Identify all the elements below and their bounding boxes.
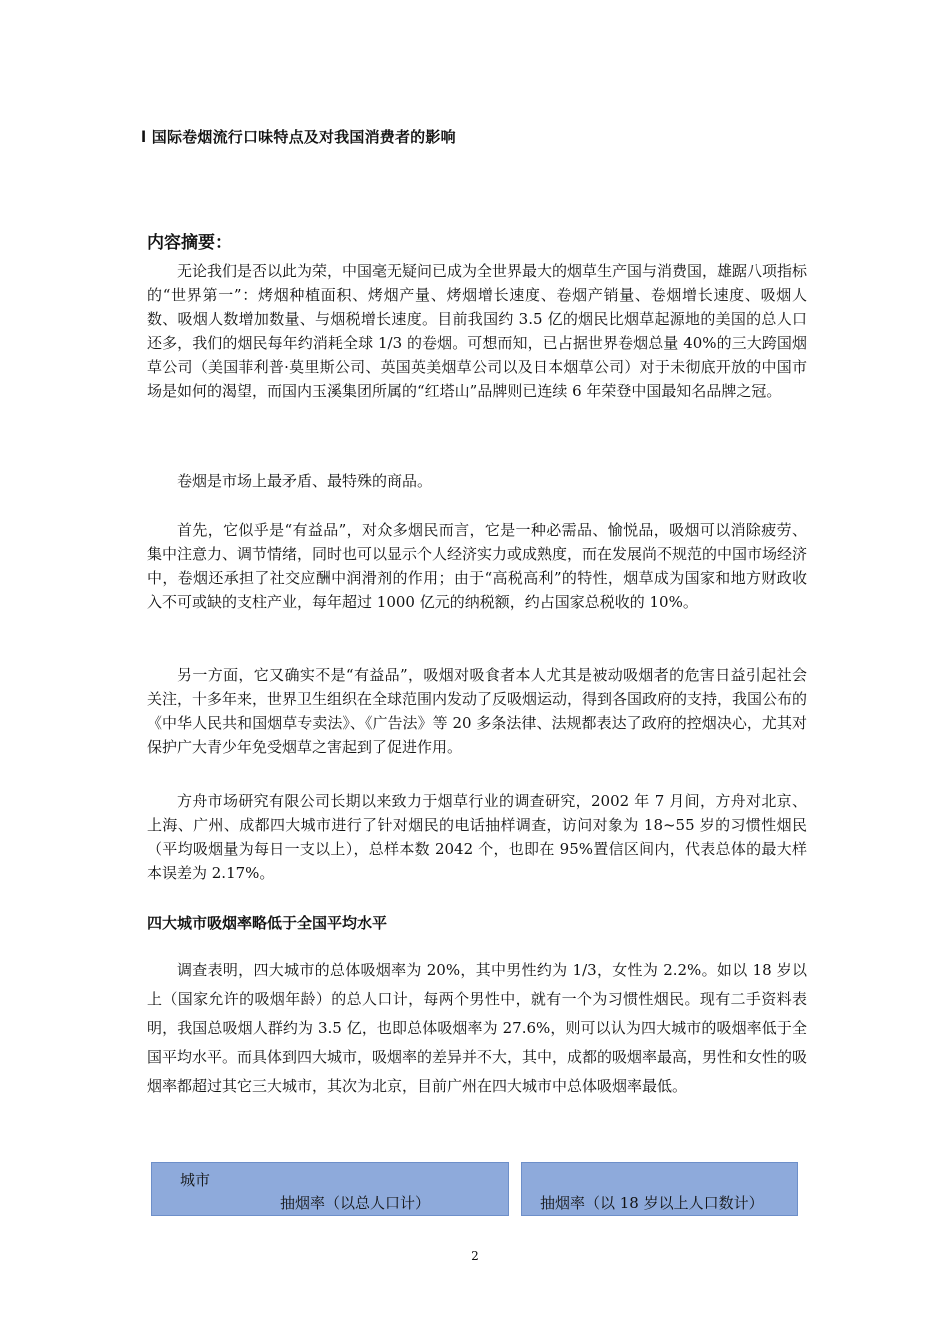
abstract-heading: 内容摘要：: [147, 233, 232, 253]
page-number: 2: [471, 1249, 479, 1263]
table-header-right-cell: [521, 1162, 798, 1216]
paragraph-intro: 无论我们是否以此为荣，中国毫无疑问已成为全世界最大的烟草生产国与消费国，雄踞八项指标的“世界第一”：烤烟种植面积、烤烟产量、烤烟增长速度、卷烟产销量、卷烟增长速度、吸烟人数、吸烟人数增加数量、与烟税增长速度。目前我国约 3.5 亿的烟民比烟草起源地的美国的总人口还多，我们的烟民每年约消耗全球 1/3 的卷烟。可想而知，已占据世界卷烟总量 40%的三大跨国烟草公司（美国菲利普·莫里斯公司、英国英美烟草公司以及日本烟草公司）对于未彻底开放的中国市场是如何的渴望，而国内玉溪集团所属的“红塔山”品牌则已连续 6 年荣登中国最知名品牌之冠。: [147, 262, 808, 400]
paragraph-harmful: 另一方面，它又确实不是“有益品”，吸烟对吸食者本人尤其是被动吸烟者的危害日益引起社会关注，十多年来，世界卫生组织在全球范围内发动了反吸烟运动，得到各国政府的支持，我国公布的《中华人民共和国烟草专卖法》、《广告法》等 20 多条法律、法规都表达了政府的控烟决心，尤其对保护广大青少年免受烟草之害起到了促进作用。: [147, 666, 808, 756]
section-subheading: 四大城市吸烟率略低于全国平均水平: [147, 914, 388, 932]
paragraph-contradiction: 卷烟是市场上最矛盾、最特殊的商品。: [177, 472, 433, 490]
table-header-rate-adult: 抽烟率（以 18 岁以上人口数计）: [540, 1194, 764, 1212]
paragraph-survey-results: 调查表明，四大城市的总体吸烟率为 20%，其中男性约为 1/3，女性为 2.2%。如以 18 岁以上（国家允许的吸烟年龄）的总人口计，每两个男性中，就有一个为习惯性烟民。现有二手资料表明，我国总吸烟人群约为 3.5 亿，也即总体吸烟率为 27.6%，则可以认为四大城市的吸烟率低于全国平均水平。而具体到四大城市，吸烟率的差异并不大，其中，成都的吸烟率最高，男性和女性的吸烟率都超过其它三大城市，其次为北京，目前广州在四大城市中总体吸烟率最低。: [147, 961, 808, 1095]
document-title: l 国际卷烟流行口味特点及对我国消费者的影响: [141, 128, 456, 146]
table-header-left-cell: [151, 1162, 509, 1216]
table-header-rate-total: 抽烟率（以总人口计）: [280, 1194, 431, 1212]
paragraph-survey-method: 方舟市场研究有限公司长期以来致力于烟草行业的调查研究，2002 年 7 月间，方舟对北京、上海、广州、成都四大城市进行了针对烟民的电话抽样调查，访问对象为 18~55 岁的习惯性烟民（平均吸烟量为每日一支以上），总样本数 2042 个，也即在 95%置信区间内，代表总体的最大样本误差为 2.17%。: [147, 792, 807, 882]
table-header-city: 城市: [180, 1171, 211, 1189]
paragraph-beneficial: 首先，它似乎是“有益品”，对众多烟民而言，它是一种必需品、愉悦品，吸烟可以消除疲劳、集中注意力、调节情绪，同时也可以显示个人经济实力或成熟度，而在发展尚不规范的中国市场经济中，卷烟还承担了社交应酬中润滑剂的作用；由于“高税高利”的特性，烟草成为国家和地方财政收入不可或缺的支柱产业，每年超过 1000 亿元的纳税额，约占国家总税收的 10%。: [147, 521, 808, 611]
